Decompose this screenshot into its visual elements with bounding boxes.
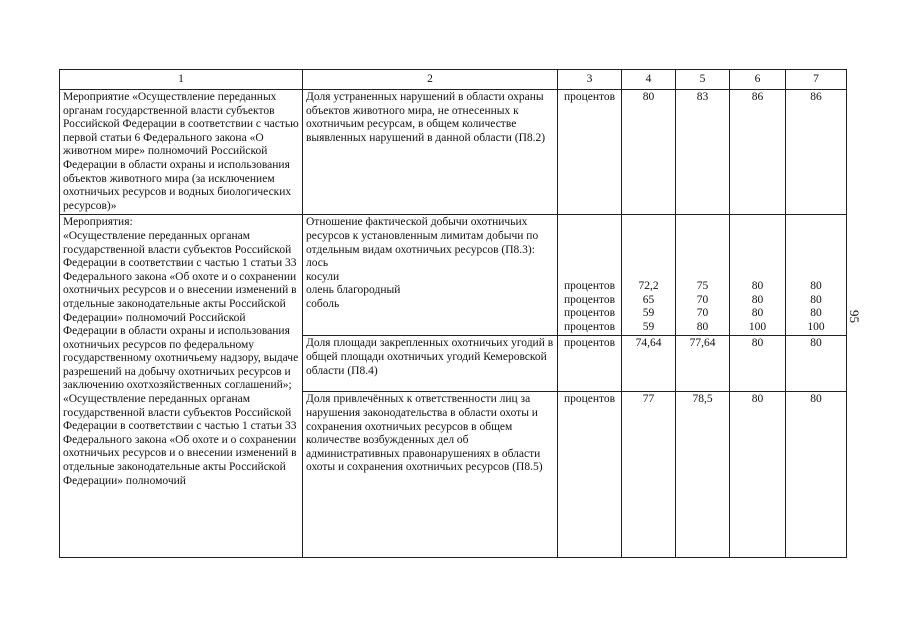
species-value: 72,2	[638, 279, 659, 292]
column-header: 2	[303, 70, 558, 90]
indicator-cell	[303, 215, 558, 336]
species-unit: процентов	[563, 279, 616, 292]
table-row	[60, 215, 847, 336]
value-cell	[730, 215, 786, 336]
species-value: 59	[642, 320, 655, 333]
species-value: 70	[696, 307, 709, 320]
species-name: олень благородный	[306, 284, 401, 297]
species-value: 80	[751, 279, 764, 292]
indicator-cell: Доля привлечённых к ответственности лиц за нарушения законодательства в области охоты и сохранения охотничьих ресурсов в общем количестве возбужденных дел об административных правонарушениях в области охоты и сохранения охотничьих ресурсов (П8.5)	[303, 392, 558, 558]
species-unit: процентов	[563, 293, 616, 306]
column-header: 7	[786, 70, 847, 90]
page-number: 95	[847, 310, 862, 323]
species-value: 75	[696, 279, 709, 292]
value-cell: 80	[786, 392, 847, 558]
unit-cell: процентов	[558, 336, 622, 392]
species-unit: процентов	[563, 307, 616, 320]
species-value: 80	[810, 279, 822, 292]
indicators-table	[59, 69, 847, 558]
value-cell: 80	[730, 336, 786, 392]
species-value: 80	[751, 293, 764, 306]
column-header: 6	[730, 70, 786, 90]
value-cell: 77,64	[676, 336, 730, 392]
column-header: 3	[558, 70, 622, 90]
species-value: 65	[642, 293, 655, 306]
species-name: соболь	[306, 297, 340, 310]
value-cell: 77	[622, 392, 676, 558]
species-name: косули	[306, 270, 340, 283]
table-row	[60, 90, 847, 215]
species-value: 80	[810, 293, 822, 306]
event-cell: Мероприятие «Осуществление переданных органам государственной власти субъектов Российской Федерации в соответствии с частью первой статьи 6 Федерального закона «О животном мире» полномочий Российской Федерации в области охраны и использования объектов животного мира (за исключением охотничьих ресурсов и водных биологических ресурсов)»	[60, 90, 303, 215]
indicator-title: Отношение фактической добычи охотничьих ресурсов к установленным лимитам добычи по отдельным видам охотничьих ресурсов (П8.3):	[306, 216, 539, 256]
species-value: 80	[751, 307, 764, 320]
unit-cell	[558, 215, 622, 336]
value-cell	[622, 215, 676, 336]
species-value: 70	[696, 293, 709, 306]
column-header: 5	[676, 70, 730, 90]
value-cell: 86	[730, 90, 786, 215]
indicator-cell: Доля площади закрепленных охотничьих угодий в общей площади охотничьих угодий Кемеровской области (П8.4)	[303, 336, 558, 392]
column-header: 4	[622, 70, 676, 90]
value-cell	[786, 215, 847, 336]
column-header: 1	[60, 70, 303, 90]
indicator-cell: Доля устраненных нарушений в области охраны объектов животного мира, не отнесенных к охотничьим ресурсам, в общем количестве выявленных нарушений в данной области (П8.2)	[303, 90, 558, 215]
species-value: 100	[748, 320, 767, 333]
value-cell: 83	[676, 90, 730, 215]
species-value: 59	[642, 307, 655, 320]
value-cell	[676, 215, 730, 336]
species-name: лось	[306, 257, 329, 270]
species-value: 80	[696, 320, 709, 333]
unit-cell: процентов	[558, 90, 622, 215]
event-cell: Мероприятия: «Осуществление переданных органам государственной власти субъектов Российской Федерации в соответствии с частью 1 статьи 33 Федерального закона «Об охоте и о сохранении охотничьих ресурсов и о внесении изменений в отдельные законодательные акты Российской Федерации» полномочий Российской Федерации в области охраны и использования охотничьих ресурсов по федеральному государственному охотничьему надзору, выдаче разрешений на добычу охотничьих ресурсов и заключению охотхозяйственных соглашений»; «Осуществление переданных органам государственной власти субъектов Российской Федерации в соответствии с частью 1 статьи 33 Федерального закона «Об охоте и о сохранении охотничьих ресурсов и о внесении изменений в отдельные законодательные акты Российской Федерации» полномочий	[60, 215, 303, 558]
species-value: 80	[810, 307, 822, 320]
value-cell: 74,64	[622, 336, 676, 392]
value-cell: 80	[786, 336, 847, 392]
value-cell: 80	[622, 90, 676, 215]
value-cell: 80	[730, 392, 786, 558]
value-cell: 78,5	[676, 392, 730, 558]
header-row	[60, 70, 847, 90]
species-unit: процентов	[563, 320, 616, 333]
species-value: 100	[807, 320, 825, 333]
unit-cell: процентов	[558, 392, 622, 558]
value-cell: 86	[786, 90, 847, 215]
